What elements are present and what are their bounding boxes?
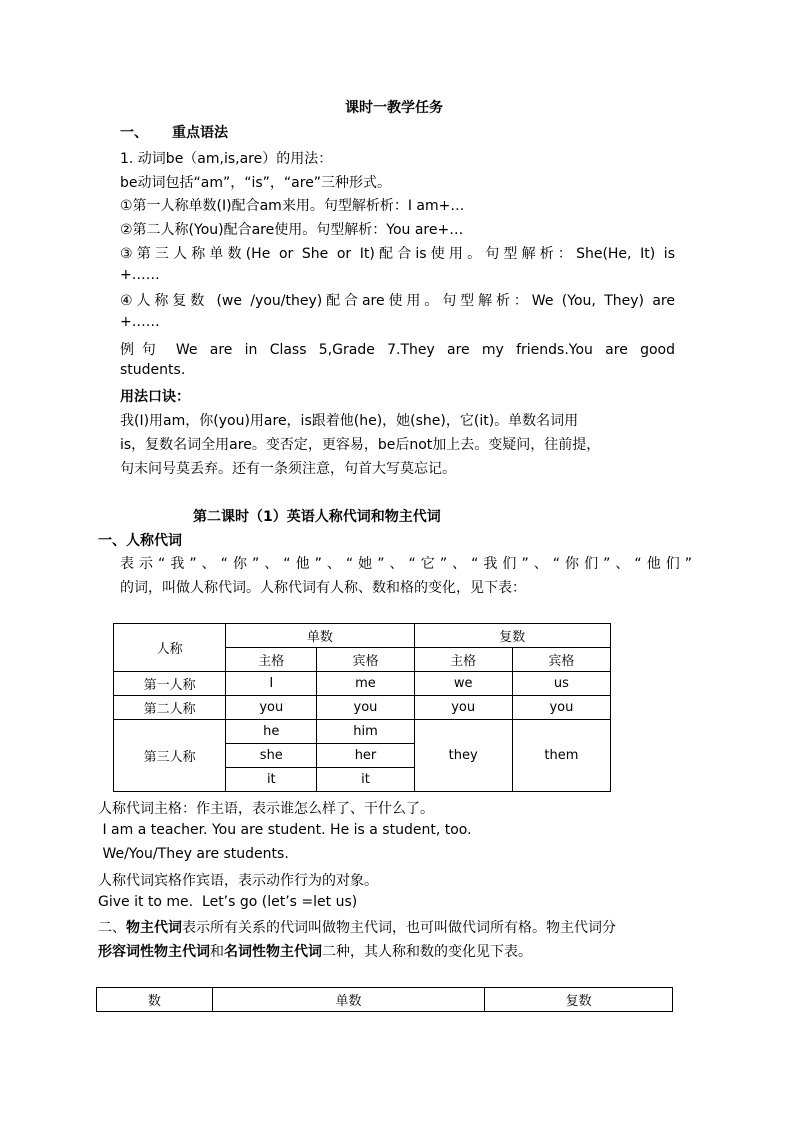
mnemonic-line: 我(I)用am，你(you)用are，is跟着他(he)，她(she)，它(it)。单数名词用: [120, 413, 579, 429]
rule-second-person: ②第二人称(You)配合are使用。句型解析：You are+…: [120, 222, 464, 238]
page-title: 课时一教学任务: [345, 100, 443, 116]
table-cell: us: [512, 672, 610, 696]
row-label: 第三人称: [114, 720, 226, 792]
rule-third-person-cont: +……: [120, 267, 160, 283]
header-number: 数: [97, 988, 213, 1012]
row-label: 第二人称: [114, 696, 226, 720]
table-row: [114, 720, 611, 744]
table-cell: it: [226, 768, 317, 792]
table-cell: she: [226, 744, 317, 768]
table-cell: he: [226, 720, 317, 744]
term-possessive: 物主代词: [126, 920, 182, 936]
table-cell: they: [414, 720, 512, 792]
paragraph-line: 的词，叫做人称代词。人称代词有人称、数和格的变化，见下表：: [120, 580, 526, 596]
text-run: 和: [210, 944, 224, 960]
text-run: 表示所有关系的代词叫做物主代词，也可叫做代词所有格。物主代词分: [182, 920, 616, 936]
example-sentence: 例句 We are in Class 5,Grade 7.They are my friends.You are good: [120, 342, 675, 358]
lesson-title: 第二课时（1）英语人称代词和物主代词: [193, 509, 441, 525]
header-subjective: 主格: [414, 648, 512, 672]
rule-plural-cont: +……: [120, 314, 160, 330]
section-number: 二、: [98, 920, 126, 936]
term-adjectival-possessive: 形容词性物主代词: [98, 944, 210, 960]
table-cell: you: [226, 696, 317, 720]
personal-pronoun-table: [113, 623, 611, 792]
table-cell: it: [317, 768, 414, 792]
header-person: 人称: [114, 624, 226, 672]
rule-plural: ④人称复数 (we /you/they)配合are使用。句型解析：We (You, They) are: [120, 293, 675, 309]
table-cell: we: [414, 672, 512, 696]
paragraph-line: [98, 941, 532, 961]
possessive-pronoun-table: [96, 987, 673, 1012]
header-objective: 宾格: [317, 648, 414, 672]
header-objective: 宾格: [512, 648, 610, 672]
header-singular: 单数: [226, 624, 414, 648]
table-cell: you: [512, 696, 610, 720]
mnemonic-line: is，复数名词全用are。变否定，更容易，be后not加上去。变疑问，往前提，: [120, 437, 601, 453]
header-plural: 复数: [485, 988, 673, 1012]
header-subjective: 主格: [226, 648, 317, 672]
item-heading: 1. 动词be（am,is,are）的用法：: [120, 151, 333, 167]
text-run: 二种，其人称和数的变化见下表。: [322, 944, 532, 960]
subsection-heading: 一、人称代词: [98, 533, 182, 549]
table-row: [114, 696, 611, 720]
mnemonic-title: 用法口诀：: [120, 389, 190, 405]
mnemonic-line: 句末问号莫丢弃。还有一条须注意，句首大写莫忘记。: [120, 461, 456, 477]
paragraph-line: 表示“我”、“你”、“他”、“她”、“它”、“我们”、“你们”、“他们”: [120, 556, 692, 572]
table-cell: him: [317, 720, 414, 744]
table-cell: you: [414, 696, 512, 720]
table-cell: her: [317, 744, 414, 768]
header-singular: 单数: [212, 988, 485, 1012]
header-plural: 复数: [414, 624, 610, 648]
table-cell: them: [512, 720, 610, 792]
row-label: 第一人称: [114, 672, 226, 696]
intro-line: be动词包括“am”，“is”，“are”三种形式。: [120, 175, 392, 191]
section-heading-number: 一、: [120, 125, 148, 141]
table-cell: me: [317, 672, 414, 696]
paragraph-line: 人称代词主格：作主语，表示谁怎么样了、干什么了。: [98, 801, 434, 817]
example-line: I am a teacher. You are student. He is a student, too.: [98, 822, 472, 838]
table-row: [114, 672, 611, 696]
paragraph-line: 人称代词宾格作宾语，表示动作行为的对象。: [98, 873, 378, 889]
example-line: Give it to me. Let’s go (let’s =let us): [98, 894, 358, 910]
term-nominal-possessive: 名词性物主代词: [224, 944, 322, 960]
rule-first-person: ①第一人称单数(I)配合am来用。句型解析析：I am+…: [120, 198, 465, 214]
table-cell: I: [226, 672, 317, 696]
table-cell: you: [317, 696, 414, 720]
section-heading: 重点语法: [172, 125, 228, 141]
example-sentence-cont: students.: [120, 362, 186, 378]
example-line: We/You/They are students.: [98, 846, 289, 862]
rule-third-person: ③第三人称单数(He or She or It)配合is使用。句型解析：She(He, It) is: [120, 246, 675, 262]
paragraph-line: [98, 917, 616, 937]
